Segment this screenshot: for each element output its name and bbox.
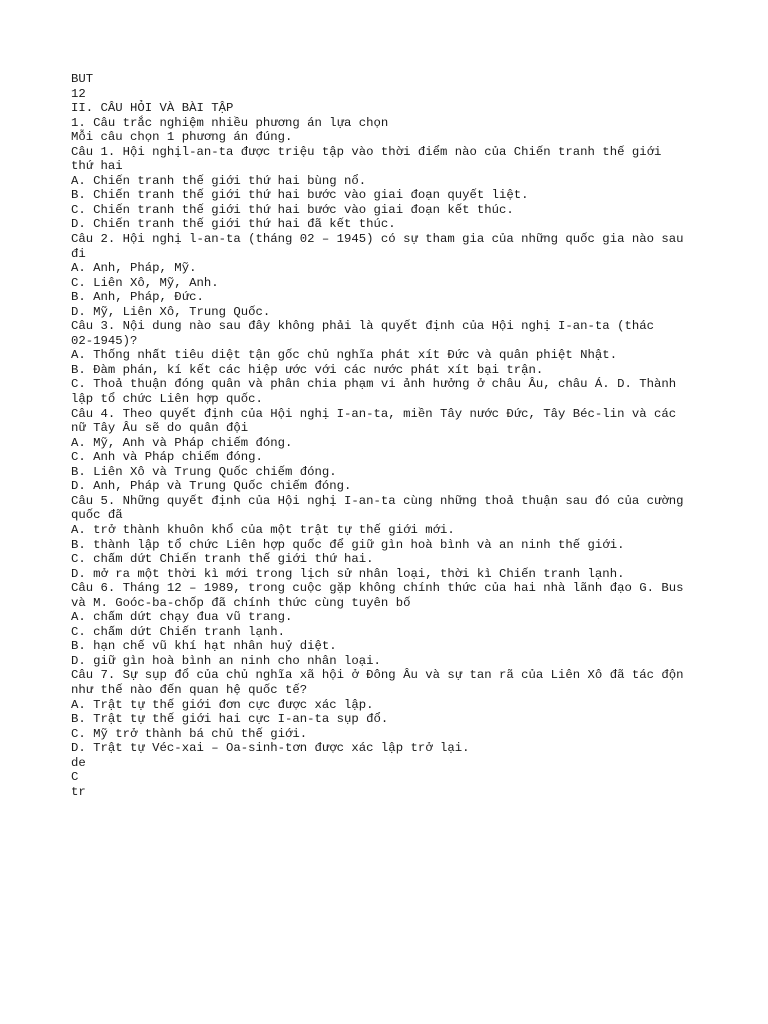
text-line: D. giữ gìn hoà bình an ninh cho nhân loại. bbox=[71, 653, 381, 668]
text-line: quốc đã bbox=[71, 508, 123, 523]
text-line: A. Anh, Pháp, Mỹ. bbox=[71, 261, 197, 276]
text-line: tr bbox=[71, 784, 86, 799]
text-line: C. Mỹ trở thành bá chủ thế giới. bbox=[71, 726, 308, 741]
text-line: đi bbox=[71, 246, 86, 261]
text-line: BUT bbox=[71, 72, 94, 86]
text-line: Mỗi câu chọn 1 phương án đúng. bbox=[71, 130, 293, 145]
text-line: Câu 2. Hội nghị l-an-ta (tháng 02 – 1945) có sự tham gia của những quốc gia nào sau bbox=[71, 232, 684, 247]
text-line: B. Anh, Pháp, Đức. bbox=[71, 290, 204, 305]
text-line: thứ hai bbox=[71, 159, 123, 174]
text-line: C. chấm dứt Chiến tranh thế giới thứ hai. bbox=[71, 552, 374, 567]
text-line: như thế nào đến quan hệ quốc tế? bbox=[71, 682, 308, 697]
text-line: B. hạn chế vũ khí hạt nhân huỷ diệt. bbox=[71, 639, 337, 654]
document-page bbox=[71, 72, 711, 799]
text-line: Câu 7. Sự sụp đổ của chủ nghĩa xã hội ở Đông Âu và sự tan rã của Liên Xô đã tác độn bbox=[71, 668, 684, 683]
text-line: Câu 1. Hội nghịl-an-ta được triệu tập vào thời điểm nào của Chiến tranh thế giới bbox=[71, 144, 662, 159]
text-line: Câu 4. Theo quyết định của Hội nghị I-an-ta, miền Tây nước Đức, Tây Béc-lin và các bbox=[71, 406, 677, 421]
text-line: A. Trật tự thế giới đơn cực được xác lập. bbox=[71, 697, 374, 712]
text-line: Câu 6. Tháng 12 – 1989, trong cuộc gặp không chính thức của hai nhà lãnh đạo G. Bus bbox=[71, 581, 684, 596]
text-line: 1. Câu trắc nghiệm nhiều phương án lựa chọn bbox=[71, 115, 389, 130]
text-line: B. Trật tự thế giới hai cực I-an-ta sụp đổ. bbox=[71, 712, 389, 727]
text-line: B. Chiến tranh thế giới thứ hai bước vào giai đoạn quyết liệt. bbox=[71, 188, 529, 203]
text-line: B. Liên Xô và Trung Quốc chiếm đóng. bbox=[71, 464, 337, 479]
text-line: II. CÂU HỎI VÀ BÀI TẬP bbox=[71, 101, 234, 116]
text-line: C. chấm dứt Chiến tranh lạnh. bbox=[71, 624, 286, 639]
text-line: D. Trật tự Véc-xai – Oa-sinh-tơn được xác lập trở lại. bbox=[71, 741, 470, 756]
text-line: B. thành lập tổ chức Liên hợp quốc để giữ gìn hoà bình và an ninh thế giới. bbox=[71, 537, 625, 552]
text-line: Câu 3. Nội dung nào sau đây không phải là quyết định của Hội nghị I-an-ta (thác bbox=[71, 319, 654, 334]
text-line: C bbox=[71, 770, 79, 785]
text-line: C. Chiến tranh thế giới thứ hai bước vào giai đoạn kết thúc. bbox=[71, 202, 514, 217]
text-line: và M. Goóc-ba-chốp đã chính thức cùng tuyên bố bbox=[71, 595, 411, 610]
text-line: A. Thống nhất tiêu diệt tận gốc chủ nghĩa phát xít Đức và quân phiệt Nhật. bbox=[71, 348, 618, 363]
text-line: lập tổ chức Liên hợp quốc. bbox=[71, 392, 263, 407]
text-line: Câu 5. Những quyết định của Hội nghị I-an-ta cùng những thoả thuận sau đó của cường bbox=[71, 493, 684, 508]
text-line: 12 bbox=[71, 86, 86, 101]
text-line: A. Chiến tranh thế giới thứ hai bùng nổ. bbox=[71, 173, 367, 188]
text-line: D. Anh, Pháp và Trung Quốc chiếm đóng. bbox=[71, 479, 352, 494]
text-line: D. mở ra một thời kì mới trong lịch sử nhân loại, thời kì Chiến tranh lạnh. bbox=[71, 566, 625, 581]
text-line: nữ Tây Âu sẽ do quân đội bbox=[71, 421, 249, 436]
text-line: de bbox=[71, 755, 86, 770]
text-line: A. chấm dứt chạy đua vũ trang. bbox=[71, 610, 293, 625]
text-line: C. Anh và Pháp chiếm đóng. bbox=[71, 450, 263, 465]
text-line: A. Mỹ, Anh và Pháp chiếm đóng. bbox=[71, 435, 293, 450]
text-line: B. Đàm phán, kí kết các hiệp ước với các nước phát xít bại trận. bbox=[71, 362, 544, 377]
text-line: D. Chiến tranh thế giới thứ hai đã kết thúc. bbox=[71, 217, 396, 232]
text-line: C. Thoả thuận đóng quân và phân chia phạm vi ảnh hưởng ở châu Âu, châu Á. D. Thành bbox=[71, 377, 677, 392]
text-line: 02-1945)? bbox=[71, 333, 138, 348]
text-line: D. Mỹ, Liên Xô, Trung Quốc. bbox=[71, 304, 271, 319]
text-line: C. Liên Xô, Mỹ, Anh. bbox=[71, 275, 219, 290]
text-line: A. trở thành khuôn khổ của một trật tự thế giới mới. bbox=[71, 522, 455, 537]
